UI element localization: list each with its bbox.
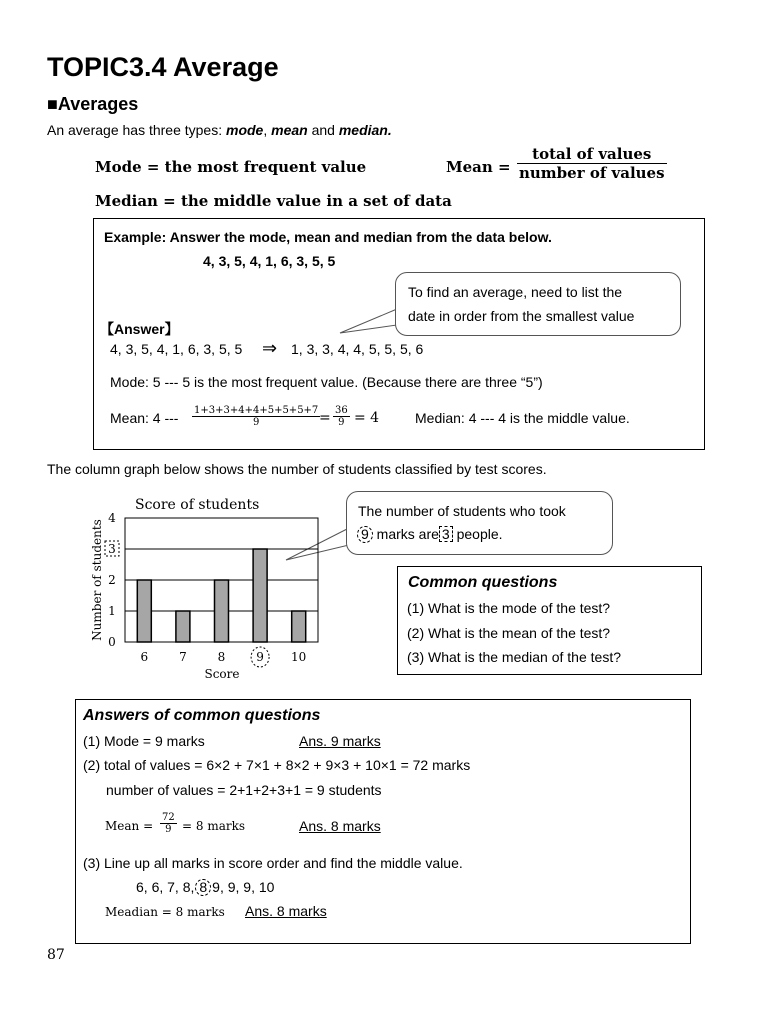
answers-title: Answers of common questions <box>83 707 321 724</box>
answer-label: 【Answer】 <box>100 321 179 337</box>
page-number: 87 <box>47 947 65 963</box>
answer-1-result: Ans. 9 marks <box>299 733 381 749</box>
answer-2-line-2: number of values = 2+1+2+3+1 = 9 students <box>106 782 382 798</box>
answer-2-mean-label: Mean = <box>105 819 154 833</box>
answer-2-result: Ans. 8 marks <box>299 818 381 834</box>
list-raw: 4, 3, 5, 4, 1, 6, 3, 5, 5 <box>110 341 243 357</box>
x-tick-label: 7 <box>179 650 187 664</box>
fraction-numerator: 36 <box>335 405 348 416</box>
people-value: 3 <box>439 526 453 542</box>
median-formula: Median = the middle value in a set of data <box>95 192 452 210</box>
graph-bubble-line-1: The number of students who took <box>358 503 566 519</box>
common-questions-title: Common questions <box>408 574 558 591</box>
graph-bubble-middle: marks are <box>372 526 439 542</box>
fraction-numerator: 1+3+3+4+4+5+5+5+7 <box>194 405 319 416</box>
question-3: (3) What is the median of the test? <box>407 649 621 665</box>
y-tick-label: 1 <box>108 604 116 618</box>
answer-1: (1) Mode = 9 marks <box>83 733 205 749</box>
bar-score-7 <box>176 611 190 642</box>
sorted-list-start: 6, 6, 7, 8, <box>136 879 195 895</box>
answer-3-result: Ans. 8 marks <box>245 903 327 919</box>
fraction-denominator: 9 <box>333 416 350 428</box>
chart-x-label: Score <box>204 667 240 681</box>
section-heading: ■Averages <box>47 94 139 114</box>
y-tick-label: 2 <box>108 573 116 587</box>
x-tick-label: 10 <box>291 650 307 664</box>
middle-value-circle: 8 <box>195 879 211 896</box>
y-tick-label: 4 <box>108 511 116 525</box>
mean-formula-numerator: total of values <box>532 145 652 163</box>
question-2: (2) What is the mean of the test? <box>407 625 611 641</box>
answer-2-fraction <box>160 812 177 835</box>
page-title: TOPIC3.4 Average <box>47 52 279 82</box>
graph-bubble-joint <box>347 529 350 544</box>
answer-3-line-1: (3) Line up all marks in score order and find the middle value. <box>83 855 463 871</box>
fraction-denominator: 9 <box>192 416 320 428</box>
fraction-numerator: 72 <box>162 812 175 823</box>
arrow-icon: ⇒ <box>262 338 278 358</box>
mean-answer-fraction <box>192 405 320 428</box>
bubble-line-1: To find an average, need to list the <box>408 284 623 300</box>
bar-score-6 <box>137 580 151 642</box>
equals-sign: = <box>319 410 331 426</box>
mean-answer-prefix: Mean: 4 --- <box>110 410 179 426</box>
mode-formula: Mode = the most frequent value <box>95 158 367 176</box>
graph-intro: The column graph below shows the number of students classified by test scores. <box>47 461 547 477</box>
chart-y-label: Number of students <box>90 519 104 641</box>
chart-title: Score of students <box>135 497 260 513</box>
answers-box <box>75 699 691 944</box>
bar-score-10 <box>292 611 306 642</box>
x-tick-label: 8 <box>217 650 226 664</box>
mean-answer-result: = 4 <box>354 410 380 426</box>
mean-formula-fraction <box>517 145 667 182</box>
common-questions-box <box>397 566 702 675</box>
intro-text: An average has three types: mode, mean and median. <box>47 122 392 138</box>
question-1: (1) What is the mode of the test? <box>407 600 611 616</box>
x-tick-label: 6 <box>140 650 149 664</box>
fraction-denominator: 9 <box>160 823 177 835</box>
bubble-joint <box>396 310 399 324</box>
answer-2-mean-result: = 8 marks <box>182 819 246 833</box>
example-data: 4, 3, 5, 4, 1, 6, 3, 5, 5 <box>203 253 336 269</box>
answer-3-sorted-list <box>136 879 274 896</box>
example-speech-bubble <box>395 272 681 336</box>
x-tick-label: 9 <box>256 650 264 664</box>
marks-value: 9 <box>357 526 373 543</box>
score-chart <box>85 488 335 683</box>
bar-score-9 <box>253 549 267 642</box>
mean-answer-fraction-2 <box>333 405 350 428</box>
graph-bubble-end: people. <box>452 526 503 542</box>
bubble-line-2: date in order from the smallest value <box>408 308 635 324</box>
answer-3-median: Meadian = 8 marks <box>105 905 225 919</box>
bar-score-8 <box>215 580 229 642</box>
mean-formula-label: Mean = <box>446 158 511 176</box>
y-tick-label: 3 <box>108 542 116 556</box>
median-answer: Median: 4 --- 4 is the middle value. <box>415 410 630 426</box>
graph-speech-bubble <box>346 491 613 555</box>
mode-answer: Mode: 5 --- 5 is the most frequent value. (Because there are three “5”) <box>110 374 543 390</box>
answer-2-line-1: (2) total of values = 6×2 + 7×1 + 8×2 + 9×3 + 10×1 = 72 marks <box>83 757 471 773</box>
example-heading: Example: Answer the mode, mean and median from the data below. <box>104 229 552 245</box>
sorted-list-end: 9, 9, 9, 10 <box>212 879 275 895</box>
graph-bubble-line-2 <box>357 526 503 543</box>
y-tick-label: 0 <box>108 635 116 649</box>
mean-formula-denominator: number of values <box>519 164 665 182</box>
list-sorted: 1, 3, 3, 4, 4, 5, 5, 5, 6 <box>291 341 424 357</box>
